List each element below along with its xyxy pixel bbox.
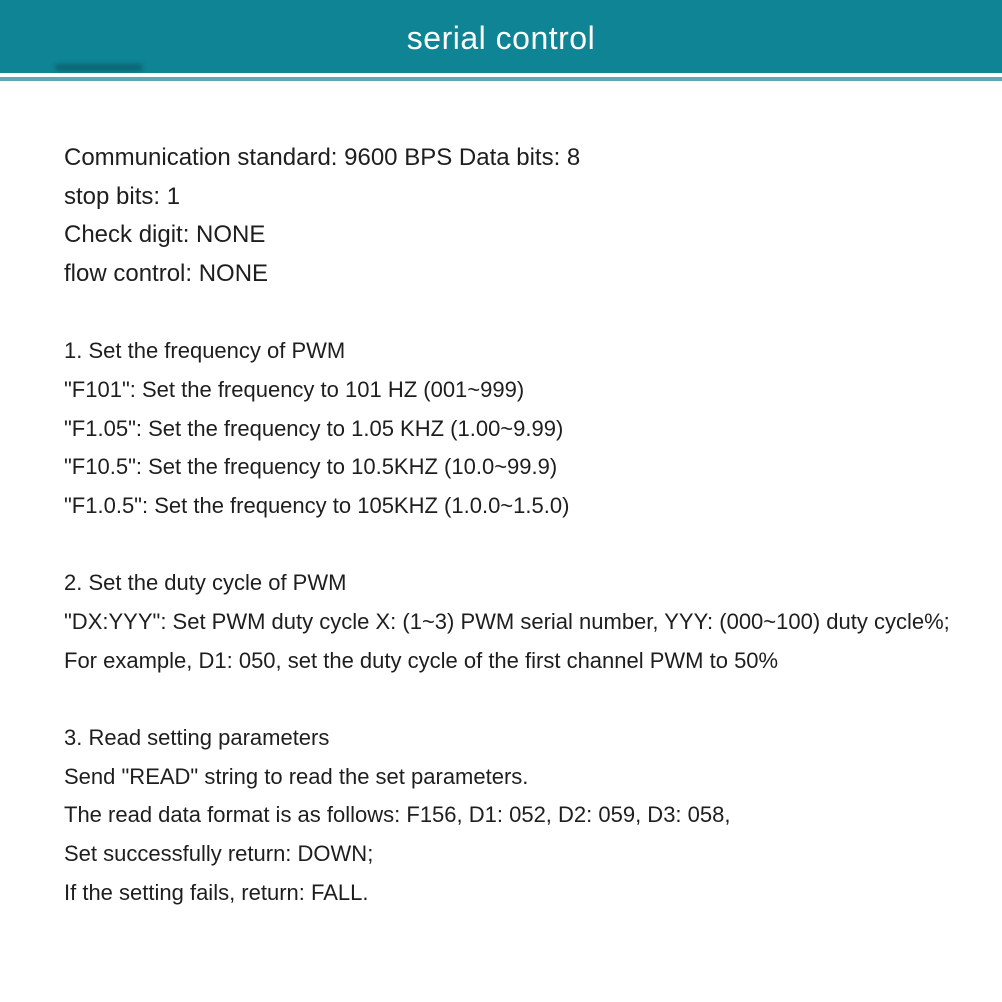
- serial-settings-block: [64, 139, 1002, 293]
- header-smudge-artifact: [55, 64, 143, 71]
- manual-content: [64, 139, 1002, 912]
- section-read-parameters: [64, 719, 1002, 912]
- text-line: If the setting fails, return: FALL.: [64, 879, 369, 905]
- section-set-duty-cycle: [64, 564, 1002, 680]
- text-line: stop bits: 1: [64, 182, 181, 210]
- section-set-frequency: [64, 332, 1002, 525]
- section-title: 1. Set the frequency of PWM: [64, 338, 346, 364]
- page-title: serial control: [406, 19, 596, 56]
- text-line: "F1.0.5": Set the frequency to 105KHZ (1.0.0~1.5.0): [64, 492, 570, 518]
- text-line: "F1.05": Set the frequency to 1.05 KHZ (1.00~9.99): [64, 415, 564, 441]
- section-title: 3. Read setting parameters: [64, 725, 330, 751]
- text-line: flow control: NONE: [64, 259, 269, 287]
- text-line: Communication standard: 9600 BPS Data bits: 8: [64, 144, 581, 171]
- header-stripe: [0, 77, 1002, 81]
- text-line: "DX:YYY": Set PWM duty cycle X: (1~3) PWM serial number, YYY: (000~100) duty cycle%;: [64, 608, 950, 634]
- text-line: Check digit: NONE: [64, 221, 266, 249]
- section-title: 2. Set the duty cycle of PWM: [64, 570, 347, 596]
- text-line: Send "READ" string to read the set parameters.: [64, 763, 529, 789]
- text-line: "F10.5": Set the frequency to 10.5KHZ (10.0~99.9): [64, 454, 558, 480]
- text-line: "F101": Set the frequency to 101 HZ (001~999): [64, 376, 525, 402]
- text-line: Set successfully return: DOWN;: [64, 840, 374, 866]
- text-line: For example, D1: 050, set the duty cycle of the first channel PWM to 50%: [64, 647, 779, 673]
- text-line: The read data format is as follows: F156, D1: 052, D2: 059, D3: 058,: [64, 802, 731, 828]
- header-bar: [0, 0, 1002, 73]
